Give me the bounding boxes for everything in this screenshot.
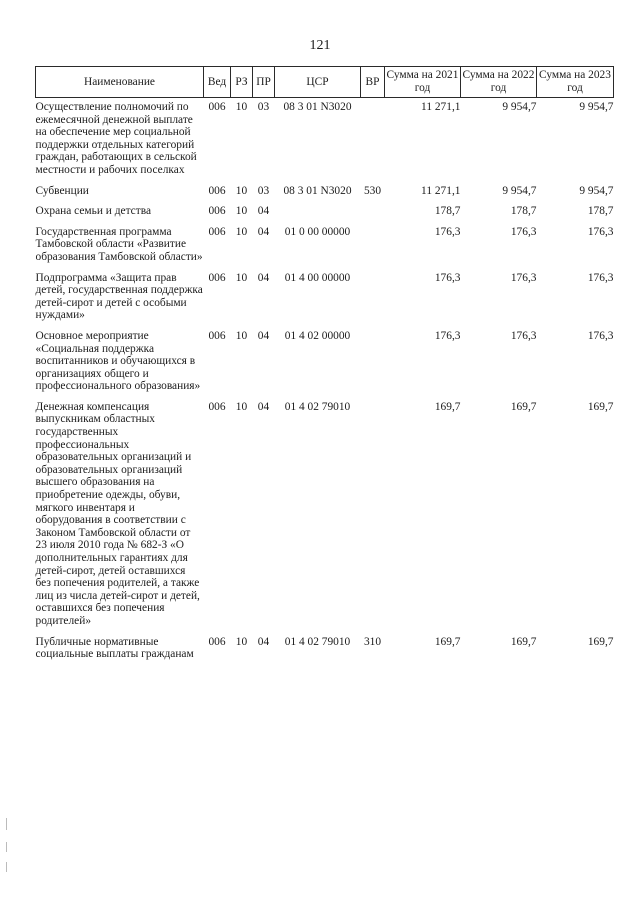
cell-name: Основное мероприятие «Социальная поддержка воспитанников и обучающихся в организациях общего и профессионального образования»: [35, 329, 201, 393]
cell-csr: 08 3 01 N3020: [283, 184, 352, 197]
table-header-row: [36, 67, 614, 98]
margin-mark: [6, 818, 7, 830]
col-header-pr: ПР: [253, 67, 275, 98]
cell-rz: 10: [235, 184, 248, 197]
cell-rz: 10: [235, 101, 248, 113]
cell-ved: 006: [208, 184, 226, 197]
cell-pr: 04: [257, 329, 270, 342]
cell-sum-2023: 9 954,7: [579, 184, 614, 197]
cell-csr: 08 3 01 N3020: [283, 101, 352, 113]
cell-name: Субвенции: [35, 184, 89, 197]
cell-name: Денежная компенсация выпускникам областных государственных профессиональных образовательных организаций и образовательных организаций высшего образования на приобретение одежды, обуви, мягкого инвентаря и оборудования в соответствии с Законом Тамбовской области от 23 июля 2010 года № 682-З «О дополнительных гарантиях для детей-сирот, детей оставшихся без попечения родителей, а также лиц из числа детей-сирот и детей, оставшихся без попечения родителей»: [35, 400, 200, 627]
cell-csr: 01 4 02 79010: [284, 400, 351, 413]
cell-vr: [361, 269, 385, 327]
cell-name: Подпрограмма «Защита прав детей, государственная поддержка детей-сирот и детей с особыми нуждами»: [35, 271, 203, 322]
cell-sum-2022: 178,7: [510, 205, 537, 218]
col-header-sum-2022: Сумма на 2022 год: [461, 67, 537, 98]
cell-vr: [361, 223, 385, 269]
cell-sum-2023: 178,7: [587, 205, 614, 218]
cell-rz: 10: [235, 400, 248, 413]
cell-vr: [361, 398, 385, 633]
cell-name: Охрана семьи и детства: [35, 205, 151, 218]
table-row: [36, 182, 614, 203]
cell-sum-2021: 169,7: [434, 400, 461, 413]
cell-ved: 006: [208, 635, 226, 648]
table-row: [36, 269, 614, 327]
cell-sum-2022: 169,7: [510, 635, 537, 648]
cell-sum-2022: 9 954,7: [502, 184, 537, 197]
cell-ved: 006: [208, 101, 226, 113]
cell-sum-2022: 176,3: [510, 271, 537, 284]
cell-ved: 006: [208, 400, 226, 413]
cell-sum-2022: 169,7: [510, 400, 537, 413]
cell-csr: 01 4 02 00000: [284, 329, 351, 342]
cell-pr: 04: [257, 271, 270, 284]
table-row: [36, 223, 614, 269]
cell-pr: 04: [257, 400, 270, 413]
col-header-sum-2023: Сумма на 2023 год: [537, 67, 614, 98]
cell-sum-2022: 9 954,7: [502, 101, 537, 113]
cell-csr: 01 0 00 00000: [284, 225, 351, 238]
table-row: [36, 633, 614, 666]
table-row: [36, 398, 614, 633]
col-header-sum-2021: Сумма на 2021 год: [385, 67, 461, 98]
cell-sum-2023: 176,3: [587, 329, 614, 342]
table-row: [36, 327, 614, 398]
table-row: [36, 202, 614, 223]
margin-mark: [6, 862, 7, 872]
cell-sum-2023: 169,7: [587, 635, 614, 648]
cell-name: Государственная программа Тамбовской области «Развитие образования Тамбовской области»: [35, 225, 203, 263]
cell-pr: 04: [257, 205, 270, 218]
col-header-name: Наименование: [36, 67, 204, 98]
cell-pr: 04: [257, 635, 270, 648]
table-row: [36, 98, 614, 182]
cell-name: Публичные нормативные социальные выплаты гражданам: [35, 635, 194, 661]
cell-csr: 01 4 00 00000: [284, 271, 351, 284]
cell-sum-2023: 169,7: [587, 400, 614, 413]
col-header-rz: РЗ: [231, 67, 253, 98]
col-header-csr: ЦСР: [275, 67, 361, 98]
cell-sum-2021: 176,3: [434, 225, 461, 238]
cell-ved: 006: [208, 329, 226, 342]
cell-csr: [275, 202, 361, 223]
col-header-vr: ВР: [361, 67, 385, 98]
page-number: 121: [309, 38, 331, 53]
cell-vr: [361, 98, 385, 182]
cell-sum-2021: 178,7: [434, 205, 461, 218]
cell-csr: 01 4 02 79010: [284, 635, 351, 648]
cell-rz: 10: [235, 635, 248, 648]
cell-vr: 310: [363, 635, 382, 648]
cell-pr: 04: [257, 225, 270, 238]
cell-pr: 03: [257, 184, 270, 197]
budget-table: [35, 66, 614, 666]
cell-vr: [361, 202, 385, 223]
cell-sum-2023: 9 954,7: [579, 101, 614, 113]
cell-ved: 006: [208, 271, 226, 284]
cell-pr: 03: [257, 101, 270, 113]
cell-sum-2022: 176,3: [510, 329, 537, 342]
cell-ved: 006: [208, 225, 226, 238]
cell-ved: 006: [208, 205, 226, 218]
col-header-ved: Вед: [204, 67, 231, 98]
cell-rz: 10: [235, 271, 248, 284]
cell-sum-2021: 11 271,1: [421, 101, 461, 113]
cell-sum-2021: 176,3: [434, 329, 461, 342]
cell-rz: 10: [235, 329, 248, 342]
cell-sum-2021: 169,7: [434, 635, 461, 648]
margin-mark: [6, 842, 7, 852]
cell-name: Осуществление полномочий по ежемесячной денежной выплате на обеспечение мер социальной поддержки отдельных категорий граждан, работающих в сельской местности и рабочих поселках: [35, 101, 197, 176]
cell-rz: 10: [235, 225, 248, 238]
cell-sum-2023: 176,3: [587, 271, 614, 284]
cell-sum-2021: 11 271,1: [421, 184, 461, 197]
cell-rz: 10: [235, 205, 248, 218]
cell-sum-2022: 176,3: [510, 225, 537, 238]
cell-sum-2023: 176,3: [587, 225, 614, 238]
cell-vr: 530: [363, 184, 382, 197]
cell-sum-2021: 176,3: [434, 271, 461, 284]
cell-vr: [361, 327, 385, 398]
